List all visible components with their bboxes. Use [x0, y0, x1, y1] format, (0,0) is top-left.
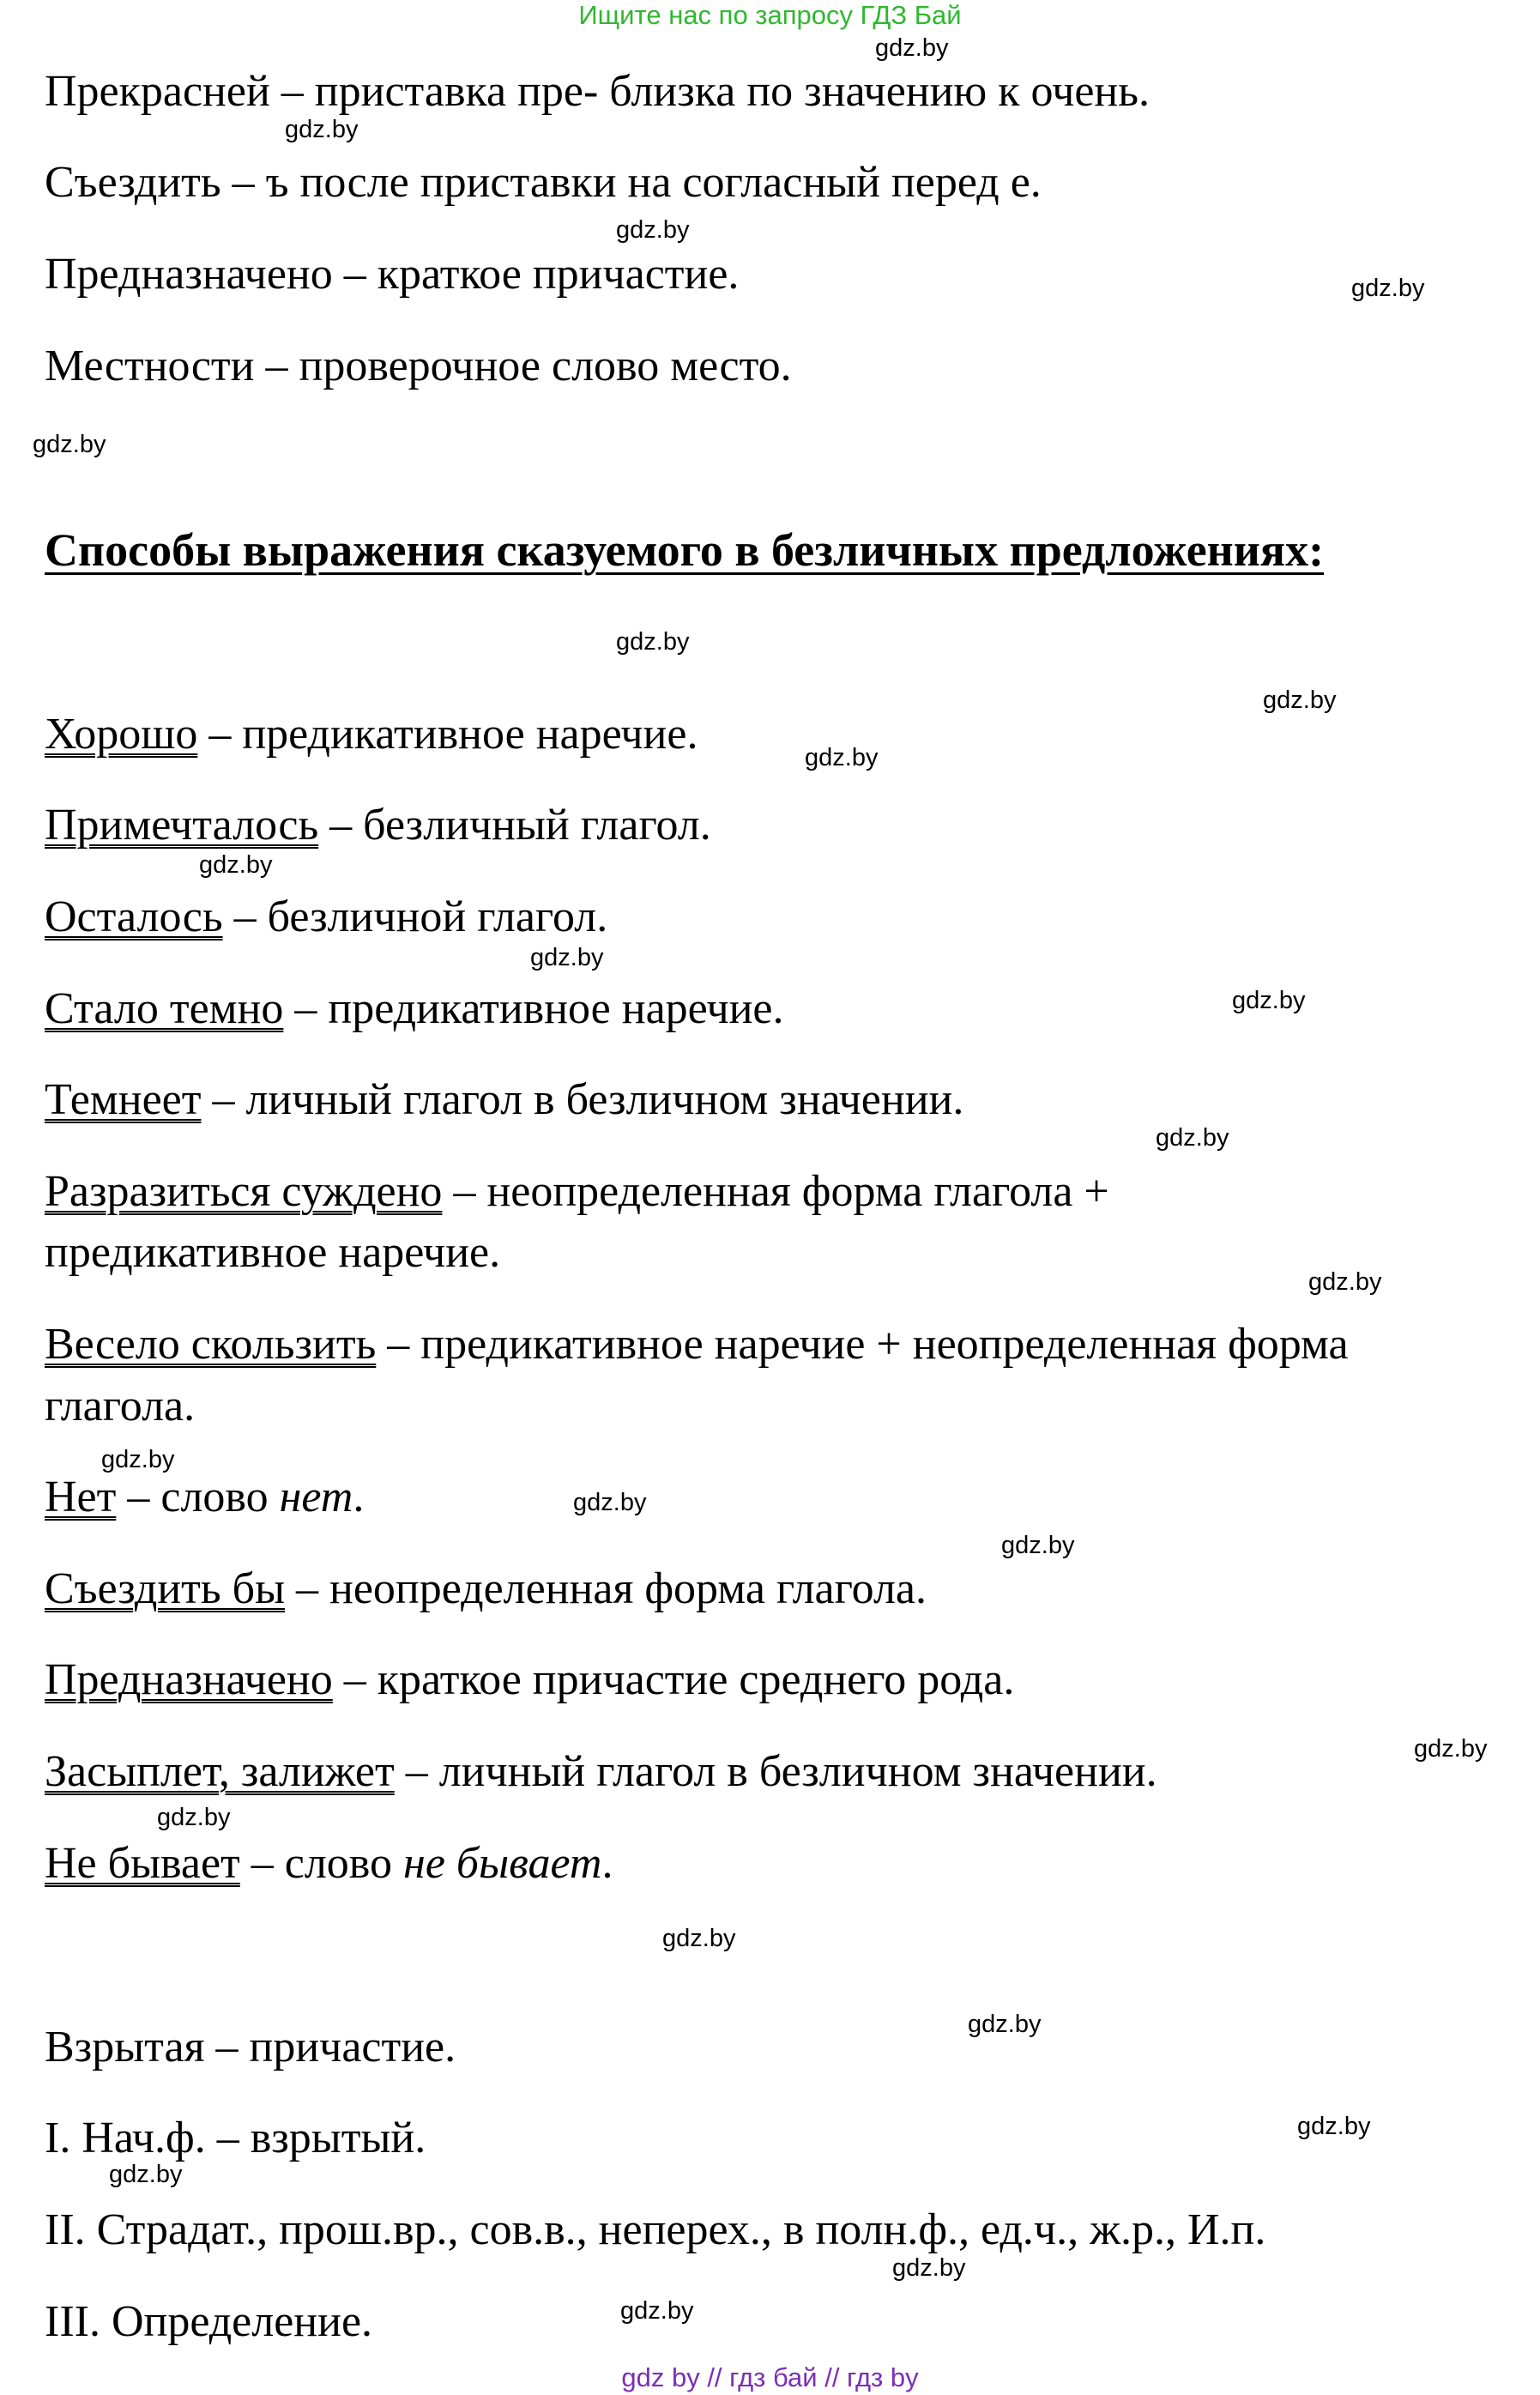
predicate-item-10: [45, 1654, 1014, 1706]
predicate-example: нет: [279, 1473, 353, 1521]
predicate-word: Предназначено: [45, 1655, 333, 1704]
watermark: gdz.by: [33, 431, 106, 458]
predicate-desc: – личный глагол в безличном значении.: [201, 1075, 964, 1124]
predicate-desc: – неопределенная форма глагола +: [442, 1167, 1109, 1216]
watermark: gdz.by: [620, 2297, 694, 2325]
predicate-item-11: [45, 1746, 1157, 1798]
footer-links: gdz by // гдз бай // гдз by: [621, 2362, 919, 2392]
predicate-item-6-cont: предикативное наречие.: [45, 1228, 501, 1277]
watermark: gdz.by: [199, 851, 273, 879]
predicate-desc: – безличной глагол.: [222, 892, 608, 941]
predicate-word: Разразиться суждено: [45, 1167, 443, 1216]
watermark: gdz.by: [1263, 686, 1337, 714]
predicate-desc: – неопределенная форма глагола.: [285, 1564, 927, 1613]
spelling-line-1: Прекрасней – приставка пре- близка по значению к очень.: [45, 67, 1150, 116]
section-heading: Способы выражения сказуемого в безличных предложениях:: [45, 524, 1325, 576]
watermark: gdz.by: [968, 2011, 1042, 2038]
predicate-word: Хорошо: [45, 710, 198, 759]
predicate-item-7: [45, 1319, 1349, 1370]
predicate-word: Темнеет: [45, 1075, 202, 1124]
predicate-word: Засыплет, залижет: [45, 1747, 395, 1796]
predicate-word: Стало темно: [45, 984, 284, 1033]
watermark: gdz.by: [285, 116, 359, 143]
search-banner: Ищите нас по запросу ГДЗ Бай: [578, 0, 962, 30]
predicate-item-8: [45, 1472, 364, 1523]
watermark: gdz.by: [1156, 1124, 1229, 1152]
predicate-word: Осталось: [45, 892, 223, 941]
watermark: gdz.by: [805, 744, 879, 771]
predicate-desc: – предикативное наречие.: [197, 710, 698, 759]
predicate-end: .: [601, 1839, 613, 1888]
predicate-item-2: [45, 800, 711, 851]
watermark: gdz.by: [1351, 275, 1425, 302]
watermark: gdz.by: [892, 2254, 966, 2282]
predicate-example: не бывает: [403, 1839, 602, 1888]
predicate-item-6: [45, 1166, 1109, 1218]
spelling-line-4: Местности – проверочное слово место.: [45, 342, 792, 390]
spelling-line-2: Съездить – ъ после приставки на согласный перед е.: [45, 158, 1042, 207]
watermark: gdz.by: [875, 34, 949, 62]
parsing-line-1: Взрытая – причастие.: [45, 2023, 456, 2071]
watermark: gdz.by: [530, 944, 604, 971]
watermark: gdz.by: [157, 1804, 231, 1831]
watermark: gdz.by: [109, 2161, 183, 2188]
predicate-desc: – предикативное наречие.: [283, 984, 784, 1033]
predicate-word: Весело скользить: [45, 1320, 377, 1369]
watermark: gdz.by: [616, 628, 690, 656]
predicate-item-1: [45, 709, 698, 760]
watermark: gdz.by: [1414, 1735, 1488, 1763]
predicate-item-9: [45, 1563, 927, 1615]
parsing-line-2: I. Нач.ф. – взрытый.: [45, 2114, 426, 2162]
predicate-word: Нет: [45, 1473, 117, 1521]
predicate-end: .: [353, 1473, 365, 1521]
parsing-line-4: III. Определение.: [45, 2297, 373, 2346]
predicate-item-3: [45, 892, 607, 943]
predicate-desc: – личный глагол в безличном значении.: [394, 1747, 1157, 1796]
predicate-item-12: [45, 1838, 613, 1890]
predicate-word: Съездить бы: [45, 1564, 286, 1613]
predicate-desc: – слово: [239, 1839, 404, 1888]
predicate-item-4: [45, 983, 784, 1035]
predicate-item-7-cont: глагола.: [45, 1382, 196, 1430]
predicate-desc: – предикативное наречие + неопределенная форма: [376, 1320, 1349, 1369]
spelling-line-3: Предназначено – краткое причастие.: [45, 250, 740, 299]
predicate-word: Не бывает: [45, 1839, 240, 1888]
watermark: gdz.by: [1232, 987, 1306, 1014]
watermark: gdz.by: [616, 216, 690, 244]
watermark: gdz.by: [573, 1489, 647, 1516]
predicate-desc: – слово: [116, 1473, 280, 1521]
watermark: gdz.by: [1001, 1532, 1075, 1559]
watermark: gdz.by: [101, 1446, 175, 1473]
predicate-word: Примечталось: [45, 801, 319, 850]
parsing-line-3: II. Страдат., прош.вр., сов.в., неперех., в полн.ф., ед.ч., ж.р., И.п.: [45, 2205, 1266, 2254]
watermark: gdz.by: [1297, 2113, 1371, 2140]
watermark: gdz.by: [662, 1925, 736, 1952]
predicate-desc: – безличный глагол.: [318, 801, 711, 850]
predicate-desc: – краткое причастие среднего рода.: [332, 1655, 1015, 1704]
predicate-item-5: [45, 1074, 963, 1126]
watermark: gdz.by: [1308, 1268, 1382, 1296]
